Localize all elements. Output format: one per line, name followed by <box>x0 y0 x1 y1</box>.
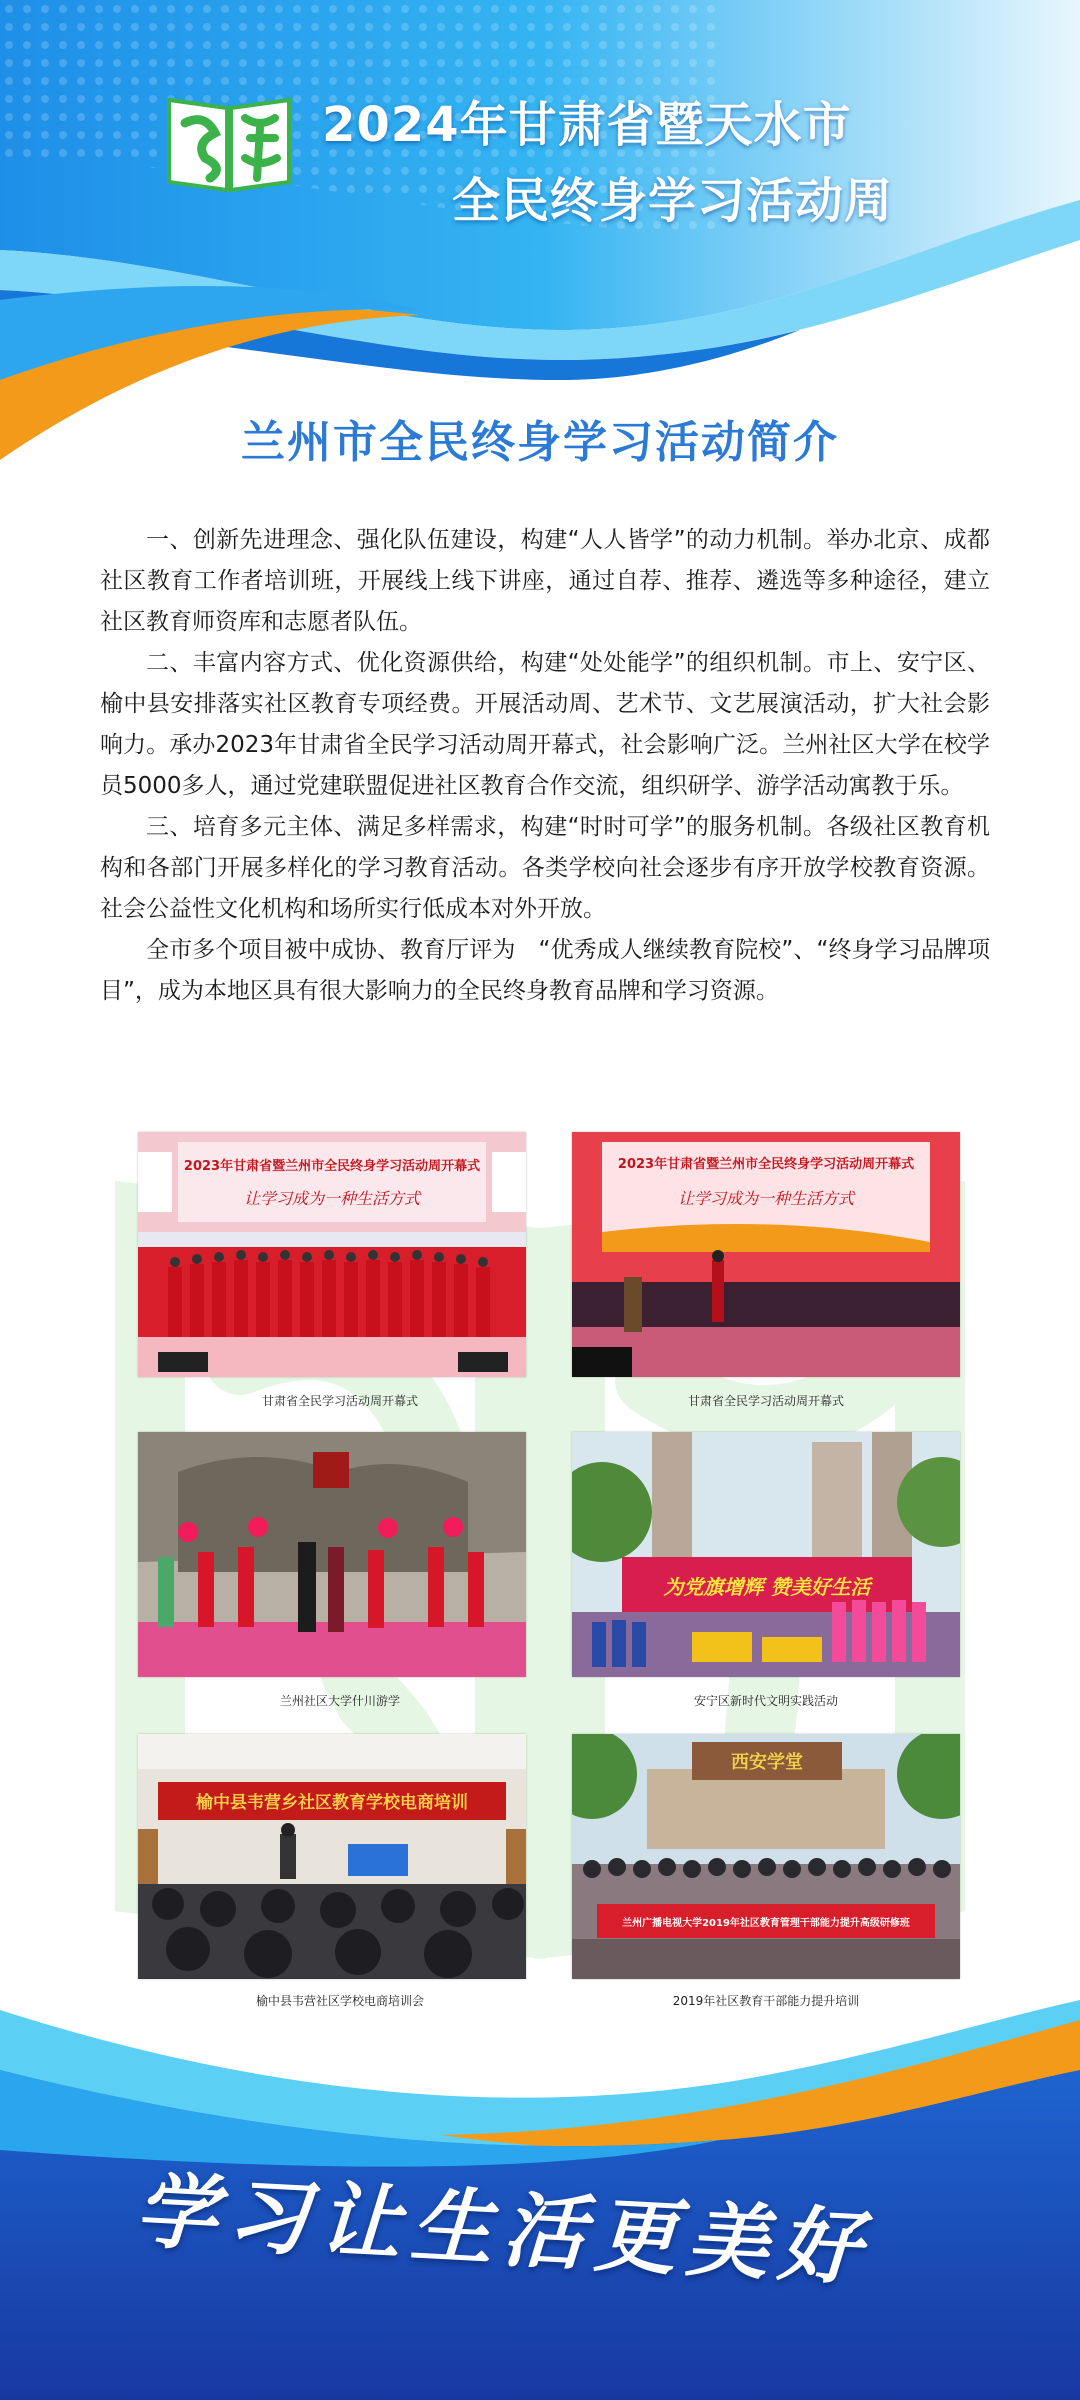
logo-icon <box>165 88 293 194</box>
photo-shichuan-study-tour <box>138 1432 526 1677</box>
photo-1-caption: 甘肃省全民学习活动周开幕式 <box>261 1394 418 1408</box>
section-title: 兰州市全民终身学习活动简介 <box>241 417 839 468</box>
paragraph-2: 二、丰富内容方式、优化资源供给，构建“处处能学”的组织机制。市上、安宁区、榆中县安排落实社区教育专项经费。开展活动周、艺术节、文艺展演活动，扩大社会影响力。承办2023年甘肃省全民学习活动周开幕式，社会影响广泛。兰州社区大学在校学员5000多人，通过党建联盟促进社区教育合作交流，组织研学、游学活动寓教于乐。 <box>100 650 990 799</box>
paragraph-1: 一、创新先进理念、强化队伍建设，构建“人人皆学”的动力机制。举办北京、成都社区教育工作者培训班，开展线上线下讲座，通过自荐、推荐、遴选等多种途径，建立社区教育师资库和志愿者队伍。 <box>100 527 990 635</box>
photo-cadre-capacity-training <box>572 1734 960 1979</box>
photo-6-banner: 兰州广播电视大学2019年社区教育管理干部能力提升高级研修班 <box>622 1918 910 1929</box>
header-title-line1: 2024年甘肃省暨天水市 <box>322 97 852 153</box>
photo-1-banner: 2023年甘肃省暨兰州市全民终身学习活动周开幕式 <box>183 1159 481 1174</box>
photo-5-caption: 榆中县韦营社区学校电商培训会 <box>255 1994 424 2008</box>
photo-4-banner: 为党旗增辉 赞美好生活 <box>663 1575 871 1599</box>
photo-2-banner: 2023年甘肃省暨兰州市全民终身学习活动周开幕式 <box>617 1157 915 1172</box>
photo-2-caption: 甘肃省全民学习活动周开幕式 <box>687 1394 844 1408</box>
header-background <box>0 0 1080 470</box>
photo-4-caption: 安宁区新时代文明实践活动 <box>693 1694 838 1708</box>
photo-5-banner: 榆中县韦营乡社区教育学校电商培训 <box>196 1793 468 1813</box>
photo-3-caption: 兰州社区大学什川游学 <box>279 1694 400 1708</box>
intro-body <box>100 520 990 1012</box>
footer-slogan: 学习让生活更美好 <box>132 2162 873 2298</box>
header-title-line2: 全民终身学习活动周 <box>452 173 894 229</box>
photo-yuzhong-ecommerce-training <box>138 1734 526 1979</box>
photo-2-sub: 让学习成为一种生活方式 <box>677 1189 855 1208</box>
paragraph-3: 三、培育多元主体、满足多样需求，构建“时时可学”的服务机制。各级社区教育机构和各部门开展多样化的学习教育活动。各类学校向社会逐步有序开放学校教育资源。社会公益性文化机构和场所实行低成本对外开放。 <box>100 814 990 922</box>
photo-6-sign: 西安学堂 <box>731 1752 803 1773</box>
photo-opening-ceremony-host <box>572 1132 960 1377</box>
photo-6-caption: 2019年社区教育干部能力提升培训 <box>672 1994 860 2008</box>
photo-1-sub: 让学习成为一种生活方式 <box>243 1189 421 1208</box>
photo-opening-ceremony-choir <box>138 1132 526 1377</box>
photo-anning-civilization-practice <box>572 1432 960 1677</box>
paragraph-4: 全市多个项目被中成协、教育厅评为 “优秀成人继续教育院校”、“终身学习品牌项目”，成为本地区具有很大影响力的全民终身教育品牌和学习资源。 <box>100 937 990 1004</box>
